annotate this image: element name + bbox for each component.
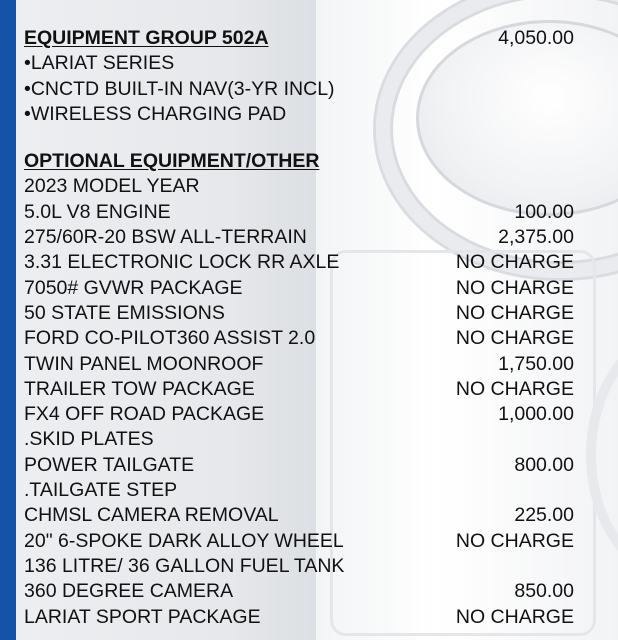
line-item-label: FORD CO-PILOT360 ASSIST 2.0 [24,327,316,350]
line-item [24,402,574,427]
equipment-group-header [24,26,574,51]
line-item-price: 800.00 [514,453,574,476]
line-item-price: 1,000.00 [498,403,574,426]
line-item [24,276,574,301]
line-item-label: POWER TAILGATE [24,453,195,476]
line-item-label: •WIRELESS CHARGING PAD [24,102,287,125]
optional-equipment-items [24,174,574,629]
window-sticker-list [24,26,574,630]
line-item-price: NO CHARGE [455,529,574,552]
line-item [24,326,574,351]
line-item [24,579,574,604]
line-item-label: 275/60R-20 BSW ALL-TERRAIN [24,226,307,249]
line-item [24,503,574,528]
line-item [24,102,574,127]
line-item-price: NO CHARGE [455,251,574,274]
line-item [24,478,574,503]
line-item [24,174,574,199]
line-item-price: 100.00 [514,200,574,223]
line-item-label: .TAILGATE STEP [24,479,178,502]
line-item [24,554,574,579]
line-item [24,605,574,630]
line-item-price: NO CHARGE [455,327,574,350]
line-item-label: •CNCTD BUILT-IN NAV(3-YR INCL) [24,77,335,100]
line-item-label: 360 DEGREE CAMERA [24,580,234,603]
line-item-label: FX4 OFF ROAD PACKAGE [24,403,265,426]
line-item-price: 850.00 [514,580,574,603]
line-item [24,427,574,452]
line-item [24,51,574,76]
equipment-group-items [24,51,574,127]
line-item-price: NO CHARGE [455,377,574,400]
line-item-price: 225.00 [514,504,574,527]
line-item [24,377,574,402]
line-item-label: 136 LITRE/ 36 GALLON FUEL TANK [24,554,345,577]
line-item [24,529,574,554]
line-item [24,352,574,377]
line-item-label: TWIN PANEL MOONROOF [24,352,264,375]
line-item-label: 2023 MODEL YEAR [24,175,200,198]
line-item-price: 1,750.00 [498,352,574,375]
line-item-label: •LARIAT SERIES [24,52,175,75]
line-item-label: 3.31 ELECTRONIC LOCK RR AXLE [24,251,340,274]
line-item [24,225,574,250]
line-item-label: 50 STATE EMISSIONS [24,301,225,324]
equipment-group-price: 4,050.00 [498,27,574,49]
line-item-label: TRAILER TOW PACKAGE [24,377,255,400]
optional-equipment-header [24,149,574,174]
line-item-label: 5.0L V8 ENGINE [24,200,171,223]
line-item-price: NO CHARGE [455,276,574,299]
line-item [24,250,574,275]
line-item-label: CHMSL CAMERA REMOVAL [24,504,279,527]
line-item [24,301,574,326]
line-item-label: .SKID PLATES [24,428,154,451]
optional-equipment-heading: OPTIONAL EQUIPMENT/OTHER [24,150,320,173]
line-item-price: NO CHARGE [455,301,574,324]
line-item-label: 7050# GVWR PACKAGE [24,276,243,299]
line-item-label: LARIAT SPORT PACKAGE [24,605,261,628]
line-item [24,77,574,102]
line-item-price: 2,375.00 [498,226,574,249]
equipment-group-heading: EQUIPMENT GROUP 502A [24,27,269,49]
line-item-label: 20" 6-SPOKE DARK ALLOY WHEEL [24,529,344,552]
line-item-price: NO CHARGE [455,605,574,628]
blue-edge-stripe [0,0,16,640]
section-gap [24,127,574,149]
line-item [24,453,574,478]
line-item [24,200,574,225]
